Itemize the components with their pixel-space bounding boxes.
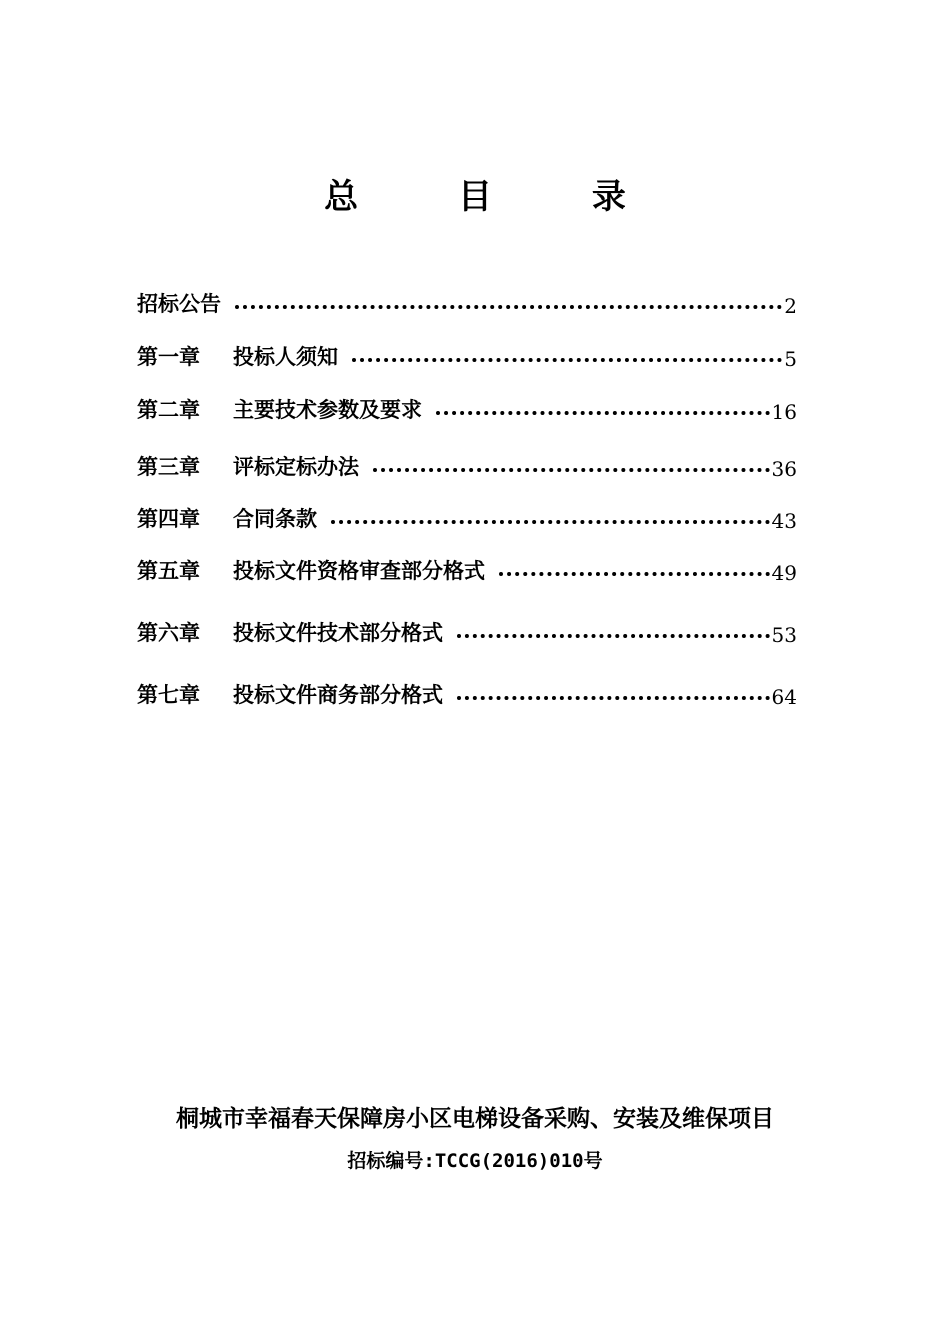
tender-number: 招标编号:TCCG(2016)010号 — [347, 1150, 603, 1172]
toc-page-number: 36 — [771, 457, 797, 481]
toc-page-number: 5 — [784, 347, 797, 371]
toc-chapter: 第三章 — [137, 455, 200, 479]
toc-dot-leader — [436, 411, 770, 415]
toc-dot-leader — [235, 305, 782, 309]
toc-page-number: 53 — [771, 623, 797, 647]
toc-page-number: 2 — [784, 294, 797, 318]
toc-label: 合同条款 — [233, 507, 317, 531]
toc-entry-chapter-4[interactable] — [137, 499, 797, 533]
toc-dot-leader — [352, 358, 782, 362]
toc-dot-leader — [373, 468, 770, 472]
toc-entry-tender-notice[interactable] — [137, 284, 797, 318]
toc-label: 投标文件商务部分格式 — [233, 683, 443, 707]
page-title: 总 目 录 — [324, 177, 670, 217]
toc-page-number: 16 — [771, 400, 797, 424]
toc-entry-chapter-6[interactable] — [137, 613, 797, 647]
toc-entry-chapter-7[interactable] — [137, 675, 797, 709]
toc-dot-leader — [331, 520, 770, 524]
toc-entry-chapter-1[interactable] — [137, 337, 797, 371]
toc-chapter: 第一章 — [137, 345, 200, 369]
toc-chapter: 第二章 — [137, 398, 200, 422]
toc-chapter: 第四章 — [137, 507, 200, 531]
project-name: 桐城市幸福春天保障房小区电梯设备采购、安装及维保项目 — [176, 1106, 774, 1132]
toc-dot-leader — [457, 696, 770, 700]
toc-label: 投标文件资格审查部分格式 — [233, 559, 485, 583]
toc-entry-chapter-5[interactable] — [137, 551, 797, 585]
toc-label: 投标人须知 — [233, 345, 338, 369]
toc-chapter: 第七章 — [137, 683, 200, 707]
toc-entry-chapter-2[interactable] — [137, 390, 797, 424]
toc-chapter: 第六章 — [137, 621, 200, 645]
toc-page-number: 43 — [771, 509, 797, 533]
toc-label: 评标定标办法 — [233, 455, 359, 479]
toc-label: 招标公告 — [137, 292, 221, 316]
toc-dot-leader — [457, 634, 770, 638]
toc-dot-leader — [499, 572, 770, 576]
toc-chapter: 第五章 — [137, 559, 200, 583]
toc-label: 主要技术参数及要求 — [233, 398, 422, 422]
toc-page-number: 64 — [771, 685, 797, 709]
toc-page-number: 49 — [771, 561, 797, 585]
toc-label: 投标文件技术部分格式 — [233, 621, 443, 645]
toc-entry-chapter-3[interactable] — [137, 447, 797, 481]
